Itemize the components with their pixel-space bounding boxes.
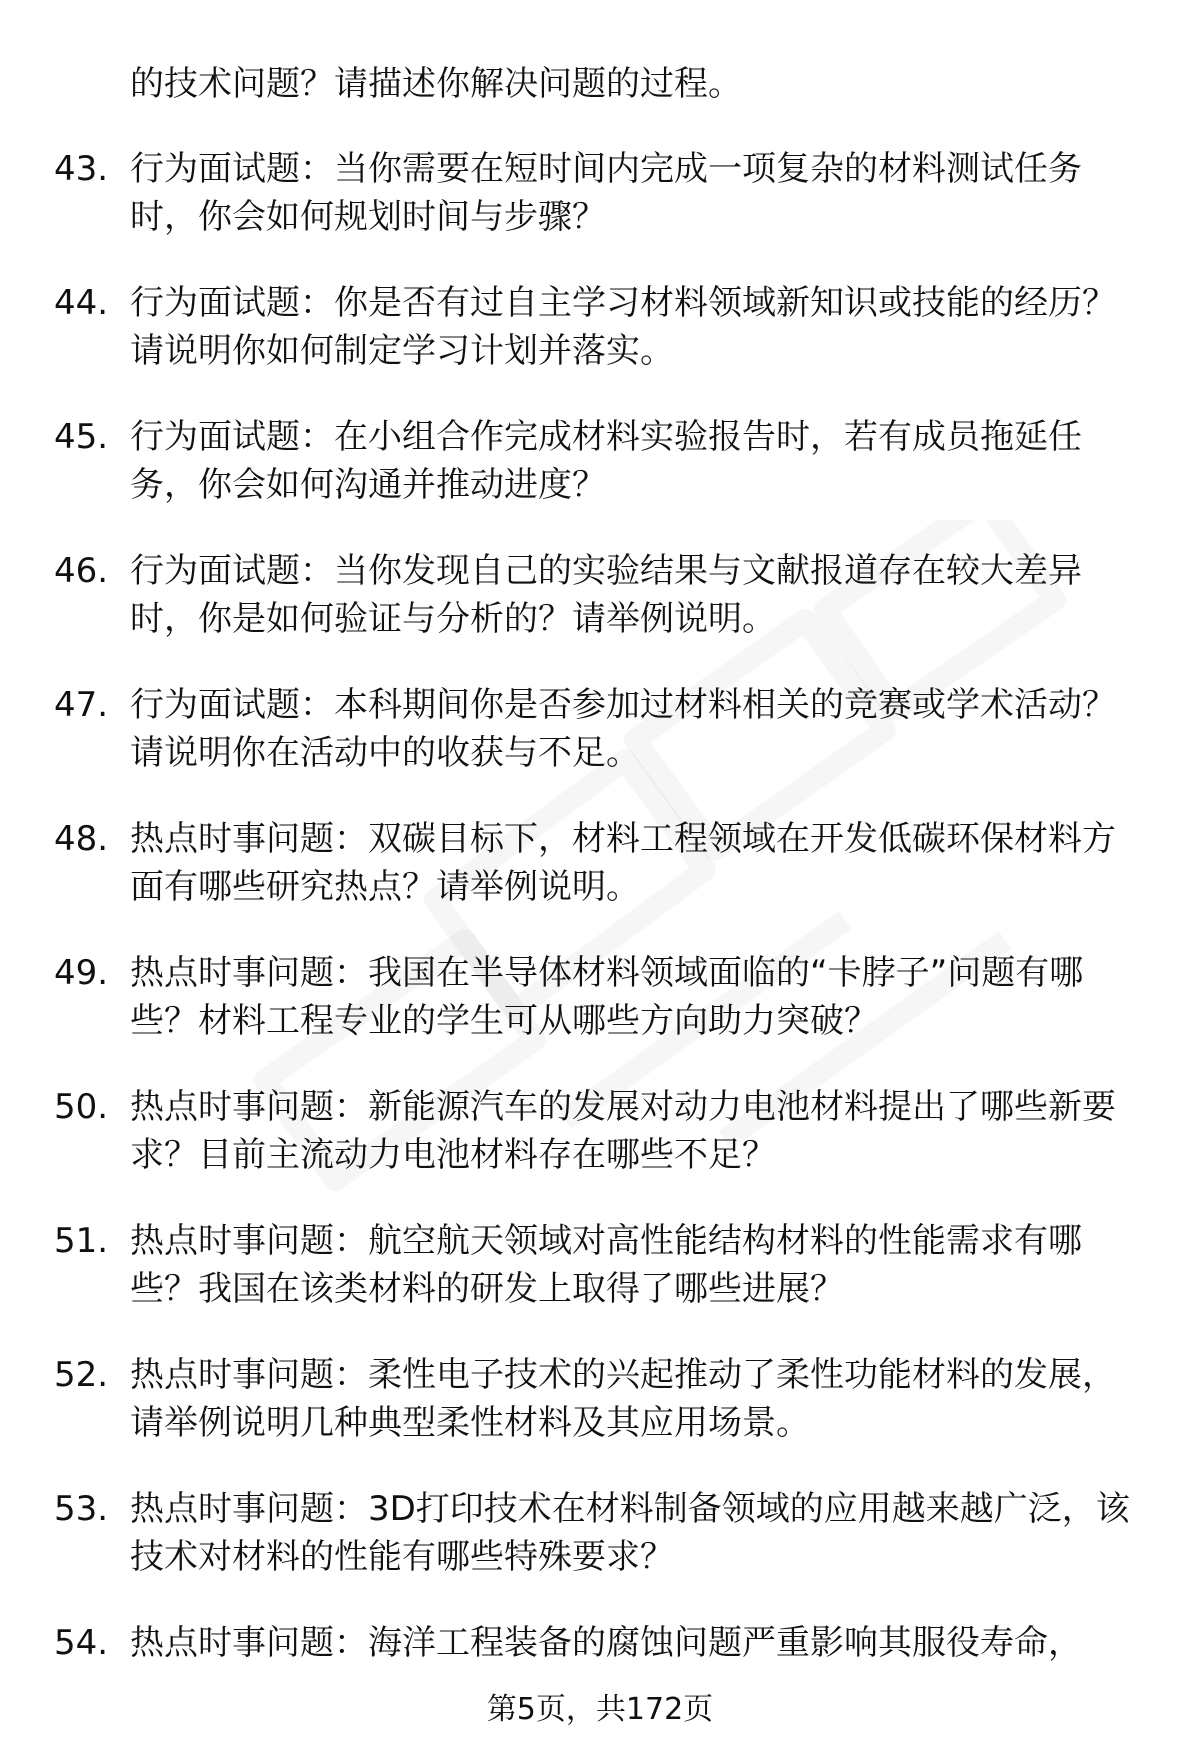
question-number: 46.	[54, 551, 109, 591]
question-text: 行为面试题：你是否有过自主学习材料领域新知识或技能的经历？请说明你如何制定学习计划并落实。	[130, 283, 1116, 371]
question-text: 行为面试题：在小组合作完成材料实验报告时，若有成员拖延任务，你会如何沟通并推动进度？	[130, 417, 1082, 505]
question-number: 51.	[54, 1221, 109, 1261]
question-item	[0, 1619, 1200, 1753]
question-item	[0, 815, 1200, 949]
question-number: 44.	[54, 283, 109, 323]
question-text: 热点时事问题：双碳目标下，材料工程领域在开发低碳环保材料方面有哪些研究热点？请举例说明。	[130, 819, 1116, 907]
question-text: 热点时事问题：我国在半导体材料领域面临的“卡脖子”问题有哪些？材料工程专业的学生可从哪些方向助力突破？	[130, 953, 1084, 1041]
question-item	[0, 1485, 1200, 1619]
question-number: 49.	[54, 953, 109, 993]
question-text: 热点时事问题：新能源汽车的发展对动力电池材料提出了哪些新要求？目前主流动力电池材料存在哪些不足？	[130, 1087, 1116, 1175]
question-item	[0, 681, 1200, 815]
question-list	[0, 145, 1200, 1753]
question-number: 50.	[54, 1087, 109, 1127]
question-item	[0, 413, 1200, 547]
question-number: 53.	[54, 1489, 109, 1529]
question-text: 热点时事问题：海洋工程装备的腐蚀问题严重影响其服役寿命，	[130, 1623, 1082, 1663]
question-number: 45.	[54, 417, 109, 457]
question-text: 行为面试题：当你需要在短时间内完成一项复杂的材料测试任务时，你会如何规划时间与步骤？	[130, 149, 1082, 237]
question-item	[0, 1083, 1200, 1217]
question-number: 43.	[54, 149, 109, 189]
continuation-text: 的技术问题？请描述你解决问题的过程。	[130, 64, 742, 104]
question-item	[0, 279, 1200, 413]
question-number: 54.	[54, 1623, 109, 1663]
question-item	[0, 1351, 1200, 1485]
question-text: 行为面试题：本科期间你是否参加过材料相关的竞赛或学术活动？请说明你在活动中的收获与不足。	[130, 685, 1116, 773]
question-number: 47.	[54, 685, 109, 725]
question-number: 48.	[54, 819, 109, 859]
question-item	[0, 547, 1200, 681]
question-text: 热点时事问题：柔性电子技术的兴起推动了柔性功能材料的发展，请举例说明几种典型柔性材料及其应用场景。	[130, 1355, 1116, 1443]
question-text: 热点时事问题：航空航天领域对高性能结构材料的性能需求有哪些？我国在该类材料的研发上取得了哪些进展？	[130, 1221, 1082, 1309]
question-number: 52.	[54, 1355, 109, 1395]
question-text: 热点时事问题：3D打印技术在材料制备领域的应用越来越广泛，该技术对材料的性能有哪些特殊要求？	[130, 1489, 1130, 1577]
page-footer: 第5页，共172页	[486, 1692, 714, 1727]
question-item	[0, 1217, 1200, 1351]
question-item	[0, 145, 1200, 279]
question-text: 行为面试题：当你发现自己的实验结果与文献报道存在较大差异时，你是如何验证与分析的？请举例说明。	[130, 551, 1082, 639]
question-item	[0, 949, 1200, 1083]
